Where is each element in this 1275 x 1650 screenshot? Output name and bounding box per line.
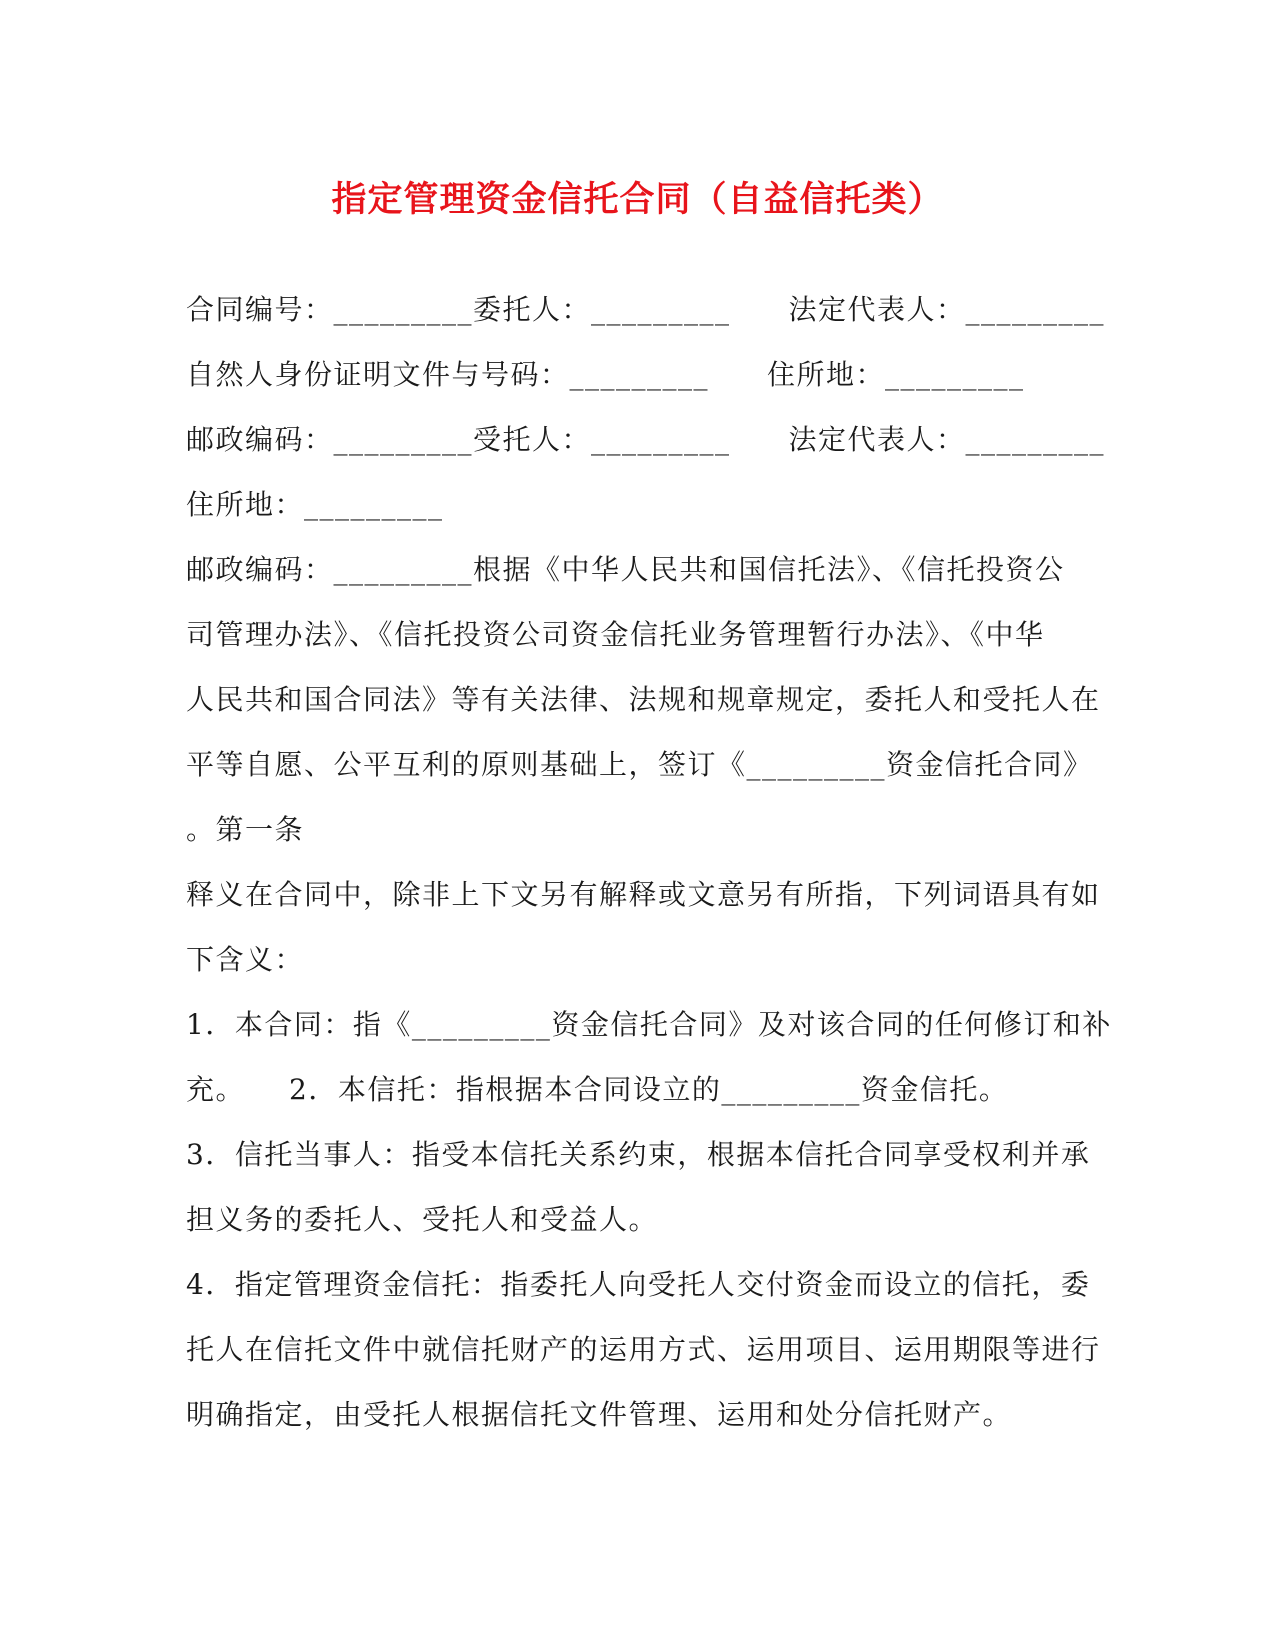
text-segment: 邮政编码：_________根据《中华人民共和国信托法》、《信托投资公 bbox=[186, 553, 1065, 586]
text-segment: 自然人身份证明文件与号码：_________ bbox=[186, 358, 710, 391]
text-line bbox=[186, 1330, 1101, 1395]
text-line bbox=[186, 1200, 1096, 1265]
text-segment: 司管理办法》、《信托投资公司资金信托业务管理暂行办法》、《中华 bbox=[186, 618, 1045, 651]
text-line bbox=[186, 355, 1096, 420]
text-segment: 。第一条 bbox=[186, 813, 305, 846]
text-segment: 4．指定管理资金信托：指委托人向受托人交付资金而设立的信托，委 bbox=[186, 1268, 1091, 1301]
text-segment: 住所地：_________ bbox=[767, 358, 1025, 391]
text-segment: 托人在信托文件中就信托财产的运用方式、运用项目、运用期限等进行 bbox=[186, 1333, 1101, 1366]
text-line bbox=[186, 485, 1096, 550]
text-segment: 明确指定，由受托人根据信托文件管理、运用和处分信托财产。 bbox=[186, 1398, 1013, 1431]
text-segment: 邮政编码：_________受托人：_________ bbox=[186, 423, 731, 456]
text-line bbox=[186, 550, 1096, 615]
text-line bbox=[186, 290, 1106, 355]
text-segment: 充。 bbox=[186, 1073, 246, 1106]
text-segment: 担义务的委托人、受托人和受益人。 bbox=[186, 1203, 659, 1236]
text-line bbox=[186, 680, 1101, 745]
text-segment: 1．本合同：指《_________资金信托合同》及对该合同的任何修订和补 bbox=[186, 1008, 1112, 1041]
text-segment: 平等自愿、公平互利的原则基础上，签订《_________资金信托合同》 bbox=[186, 748, 1093, 781]
text-segment: 2．本信托：指根据本合同设立的_________资金信托。 bbox=[289, 1073, 1009, 1106]
text-line bbox=[186, 420, 1106, 485]
text-segment: 法定代表人：_________ bbox=[788, 293, 1106, 326]
text-segment: 释义在合同中，除非上下文另有解释或文意另有所指，下列词语具有如 bbox=[186, 878, 1101, 911]
text-line bbox=[186, 1005, 1112, 1070]
text-segment: 人民共和国合同法》等有关法律、法规和规章规定，委托人和受托人在 bbox=[186, 683, 1101, 716]
text-line bbox=[186, 1070, 1096, 1135]
text-segment: 合同编号：_________委托人：_________ bbox=[186, 293, 731, 326]
document-title: 指定管理资金信托合同（自益信托类） bbox=[331, 179, 944, 220]
text-segment: 法定代表人：_________ bbox=[788, 423, 1106, 456]
text-line bbox=[186, 1265, 1096, 1330]
text-line bbox=[186, 745, 1096, 810]
text-line bbox=[186, 940, 1096, 1005]
text-line bbox=[186, 1395, 1096, 1460]
text-segment: 下含义： bbox=[186, 943, 305, 976]
text-line bbox=[186, 1135, 1096, 1200]
text-segment: 住所地：_________ bbox=[186, 488, 444, 521]
text-line bbox=[186, 810, 1096, 875]
text-segment: 3．信托当事人：指受本信托关系约束，根据本信托合同享受权利并承 bbox=[186, 1138, 1091, 1171]
text-line bbox=[186, 615, 1096, 680]
document-body bbox=[186, 290, 1112, 1460]
text-line bbox=[186, 875, 1101, 940]
